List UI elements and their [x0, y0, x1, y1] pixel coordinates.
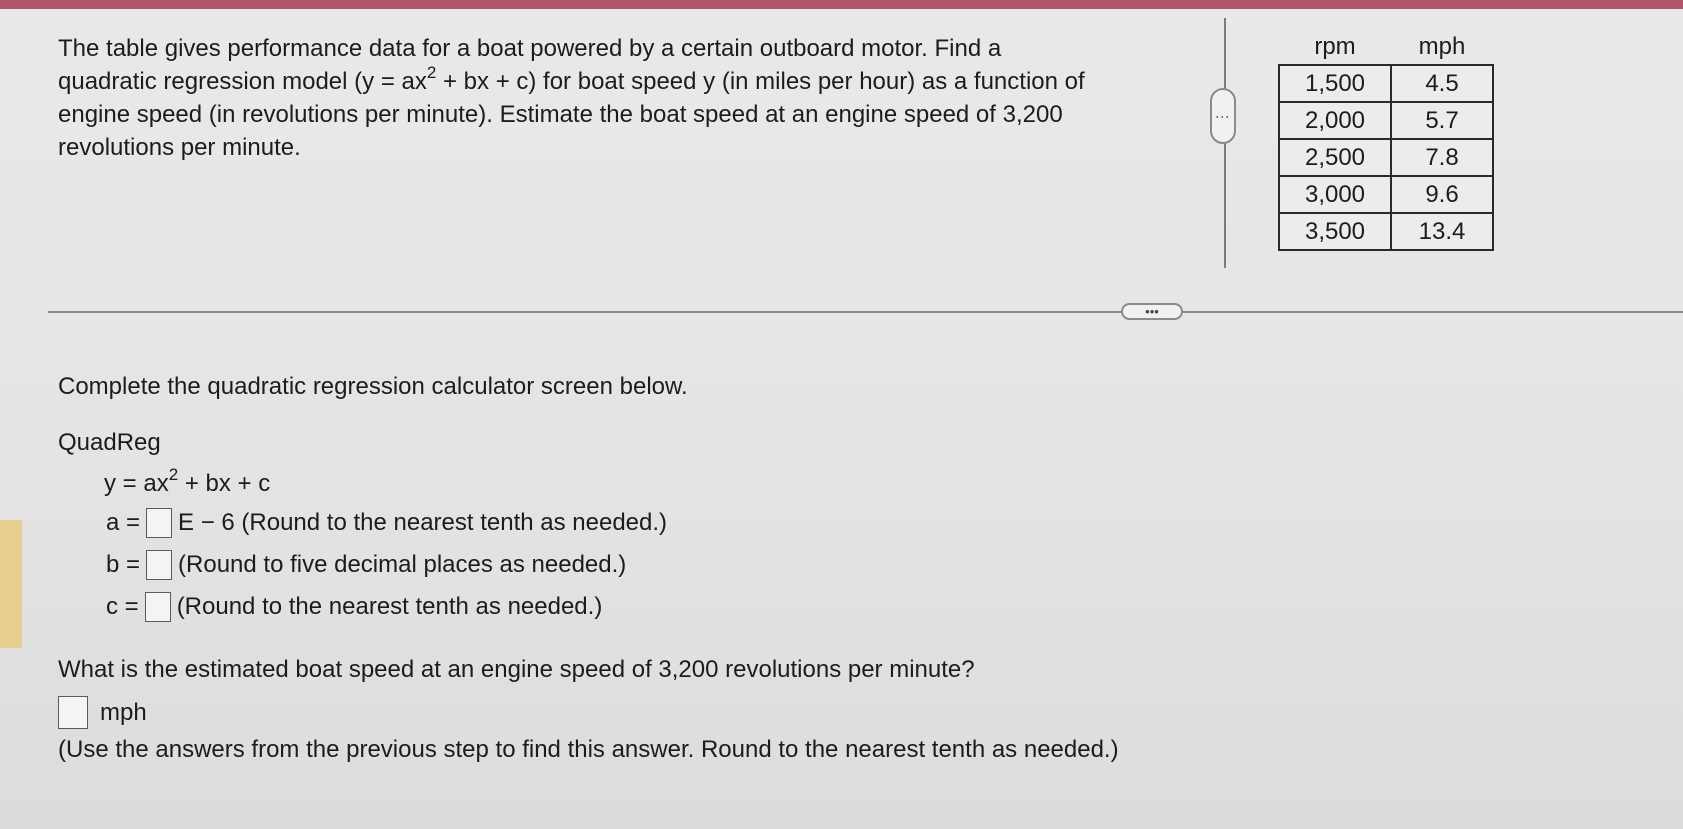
side-tab[interactable] — [0, 520, 22, 648]
table-cell-mph: 7.8 — [1391, 139, 1493, 176]
table-row — [1279, 102, 1493, 139]
coefficient-c-row — [106, 592, 602, 622]
model-end: + bx + c — [178, 470, 271, 497]
problem-line-1: The table gives performance data for a boat powered by a certain outboard motor. Find a — [58, 35, 1002, 62]
table-cell-mph: 9.6 — [1391, 176, 1493, 213]
problem-line-2 — [58, 65, 1178, 98]
a-answer-box[interactable] — [146, 508, 172, 538]
table-cell-mph: 4.5 — [1391, 65, 1493, 102]
top-accent-bar — [0, 0, 1683, 9]
more-icon: ⋮ — [1215, 109, 1231, 123]
speed-answer-box[interactable] — [58, 696, 88, 729]
performance-table — [1278, 30, 1494, 251]
table-row — [1279, 213, 1493, 250]
speed-answer-row — [58, 696, 147, 729]
quadreg-title: QuadReg — [58, 429, 161, 456]
model-exponent: 2 — [168, 465, 179, 484]
vertical-resize-handle[interactable] — [1210, 88, 1236, 144]
table-cell-mph: 13.4 — [1391, 213, 1493, 250]
problem-statement — [58, 32, 1178, 164]
speed-note: (Use the answers from the previous step to find this answer. Round to the nearest tenth as needed.) — [58, 736, 1119, 763]
mph-unit-label: mph — [100, 698, 147, 726]
more-icon: ••• — [1145, 303, 1159, 319]
c-answer-box[interactable] — [145, 592, 171, 622]
model-start: y = ax — [104, 470, 169, 497]
c-instruction: (Round to the nearest tenth as needed.) — [176, 593, 603, 620]
a-instruction: E − 6 (Round to the nearest tenth as needed.) — [178, 509, 668, 536]
table-header-mph: mph — [1418, 33, 1466, 60]
coefficient-b-row — [106, 550, 626, 580]
instruction-text: Complete the quadratic regression calculator screen below. — [58, 373, 688, 400]
horizontal-divider[interactable] — [48, 311, 1683, 313]
a-label: a = — [106, 509, 141, 536]
problem-line-2-end: + bx + c) for boat speed y (in miles per hour) as a function of — [436, 68, 1085, 95]
table-cell-mph: 5.7 — [1391, 102, 1493, 139]
table-cell-rpm: 3,000 — [1279, 176, 1391, 213]
table-header-rpm: rpm — [1314, 33, 1356, 60]
b-instruction: (Round to five decimal places as needed.) — [178, 551, 627, 578]
table-row — [1279, 176, 1493, 213]
b-label: b = — [106, 551, 141, 578]
model-equation — [104, 465, 271, 498]
c-label: c = — [106, 593, 139, 620]
speed-question: What is the estimated boat speed at an engine speed of 3,200 revolutions per minute? — [58, 656, 975, 683]
table-cell-rpm: 2,500 — [1279, 139, 1391, 176]
coefficient-a-row — [106, 508, 667, 538]
table-row — [1279, 65, 1493, 102]
b-answer-box[interactable] — [146, 550, 172, 580]
problem-line-3: engine speed (in revolutions per minute). Estimate the boat speed at an engine speed of 3,200 — [58, 101, 1063, 128]
horizontal-resize-handle[interactable] — [1121, 303, 1183, 320]
table-cell-rpm: 3,500 — [1279, 213, 1391, 250]
exponent: 2 — [426, 63, 437, 82]
table-cell-rpm: 1,500 — [1279, 65, 1391, 102]
problem-line-4: revolutions per minute. — [58, 134, 301, 161]
table-row — [1279, 139, 1493, 176]
table-cell-rpm: 2,000 — [1279, 102, 1391, 139]
problem-line-2-start: quadratic regression model (y = ax — [58, 68, 427, 95]
